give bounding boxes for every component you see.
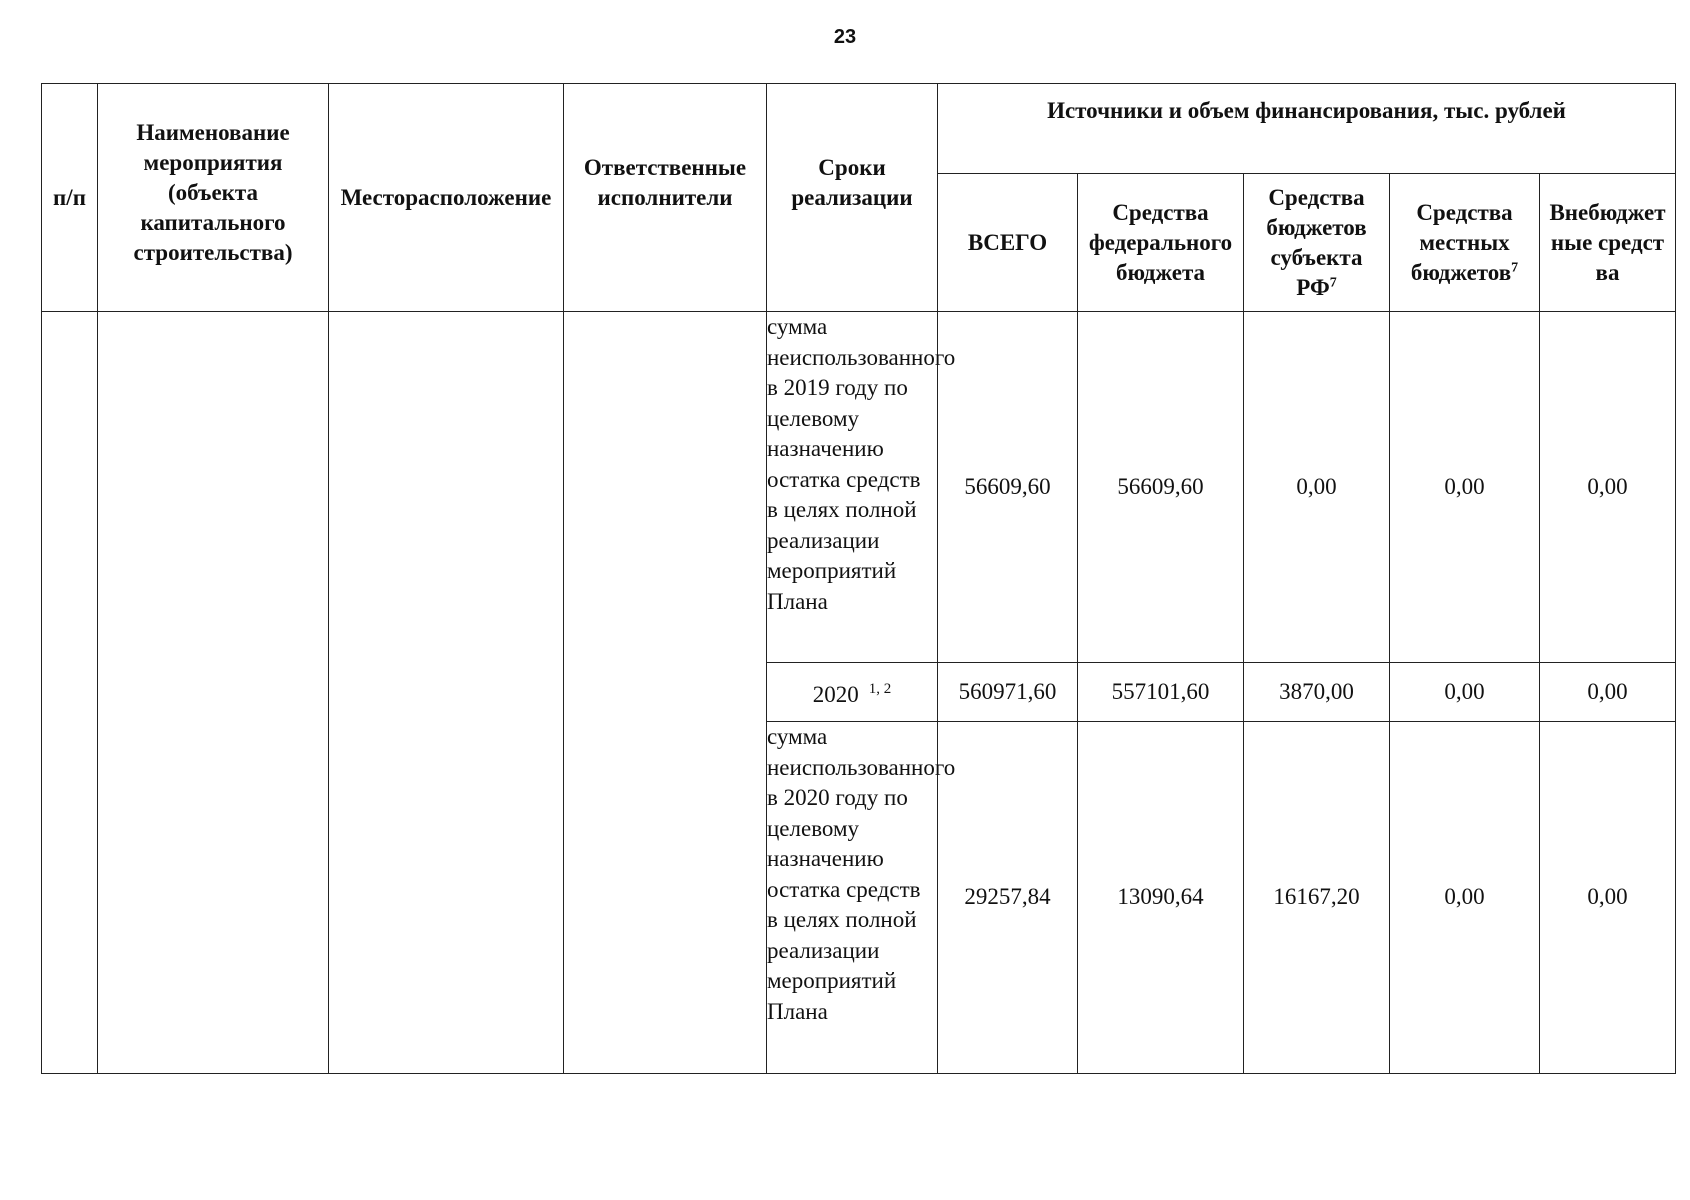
cell-local: 0,00 [1390, 722, 1540, 1074]
table-row [42, 312, 1676, 663]
header-extrabudget: Внебюджетные средства [1540, 174, 1676, 312]
cell-term: сумма неиспользованного в 2020 году по целевому назначению остатка средств в целях полной реализации мероприятий Плана [767, 722, 938, 1074]
page-number: 23 [833, 26, 857, 48]
cell-federal: 56609,60 [1078, 312, 1244, 663]
cell-total: 29257,84 [938, 722, 1078, 1074]
cell-local: 0,00 [1390, 312, 1540, 663]
cell-subject: 3870,00 [1244, 663, 1390, 722]
footnote-marker: 7 [1511, 259, 1519, 275]
cell-subject: 0,00 [1244, 312, 1390, 663]
header-federal: Средства федерального бюджета [1078, 174, 1244, 312]
cell-extrabudget: 0,00 [1540, 312, 1676, 663]
header-terms: Сроки реализации [767, 84, 938, 312]
cell-term: сумма неиспользованного в 2019 году по целевому назначению остатка средств в целях полной реализации мероприятий Плана [767, 312, 938, 663]
header-responsible: Ответственные исполнители [564, 84, 767, 312]
header-pp: п/п [42, 84, 98, 312]
header-subject: Средства бюджетов субъекта $РФ^7$ [1244, 174, 1390, 312]
header-event-name: Наименование мероприятия (объекта капитального строительства) [98, 84, 329, 312]
cell-extrabudget: 0,00 [1540, 663, 1676, 722]
cell-subject: 16167,20 [1244, 722, 1390, 1074]
cell-responsible [564, 312, 767, 1074]
footnote-marker: 7 [1329, 274, 1337, 290]
header-total: ВСЕГО [938, 174, 1078, 312]
footnote-marker: 1, 2 [868, 680, 892, 697]
cell-event-name [98, 312, 329, 1074]
cell-federal: 557101,60 [1078, 663, 1244, 722]
cell-pp [42, 312, 98, 1074]
header-local: Средства местных бюджетов$^7$ [1390, 174, 1540, 312]
cell-term: 2020 $^{1, 2}$ [767, 663, 938, 722]
cell-federal: 13090,64 [1078, 722, 1244, 1074]
cell-local: 0,00 [1390, 663, 1540, 722]
cell-extrabudget: 0,00 [1540, 722, 1676, 1074]
cell-location [329, 312, 564, 1074]
header-row-1 [42, 84, 1676, 174]
cell-total: 560971,60 [938, 663, 1078, 722]
header-sources: Источники и объем финансирования, тыс. рублей [938, 84, 1676, 174]
header-location: Месторасположение [329, 84, 564, 312]
financing-table [41, 83, 1676, 1074]
cell-total: 56609,60 [938, 312, 1078, 663]
